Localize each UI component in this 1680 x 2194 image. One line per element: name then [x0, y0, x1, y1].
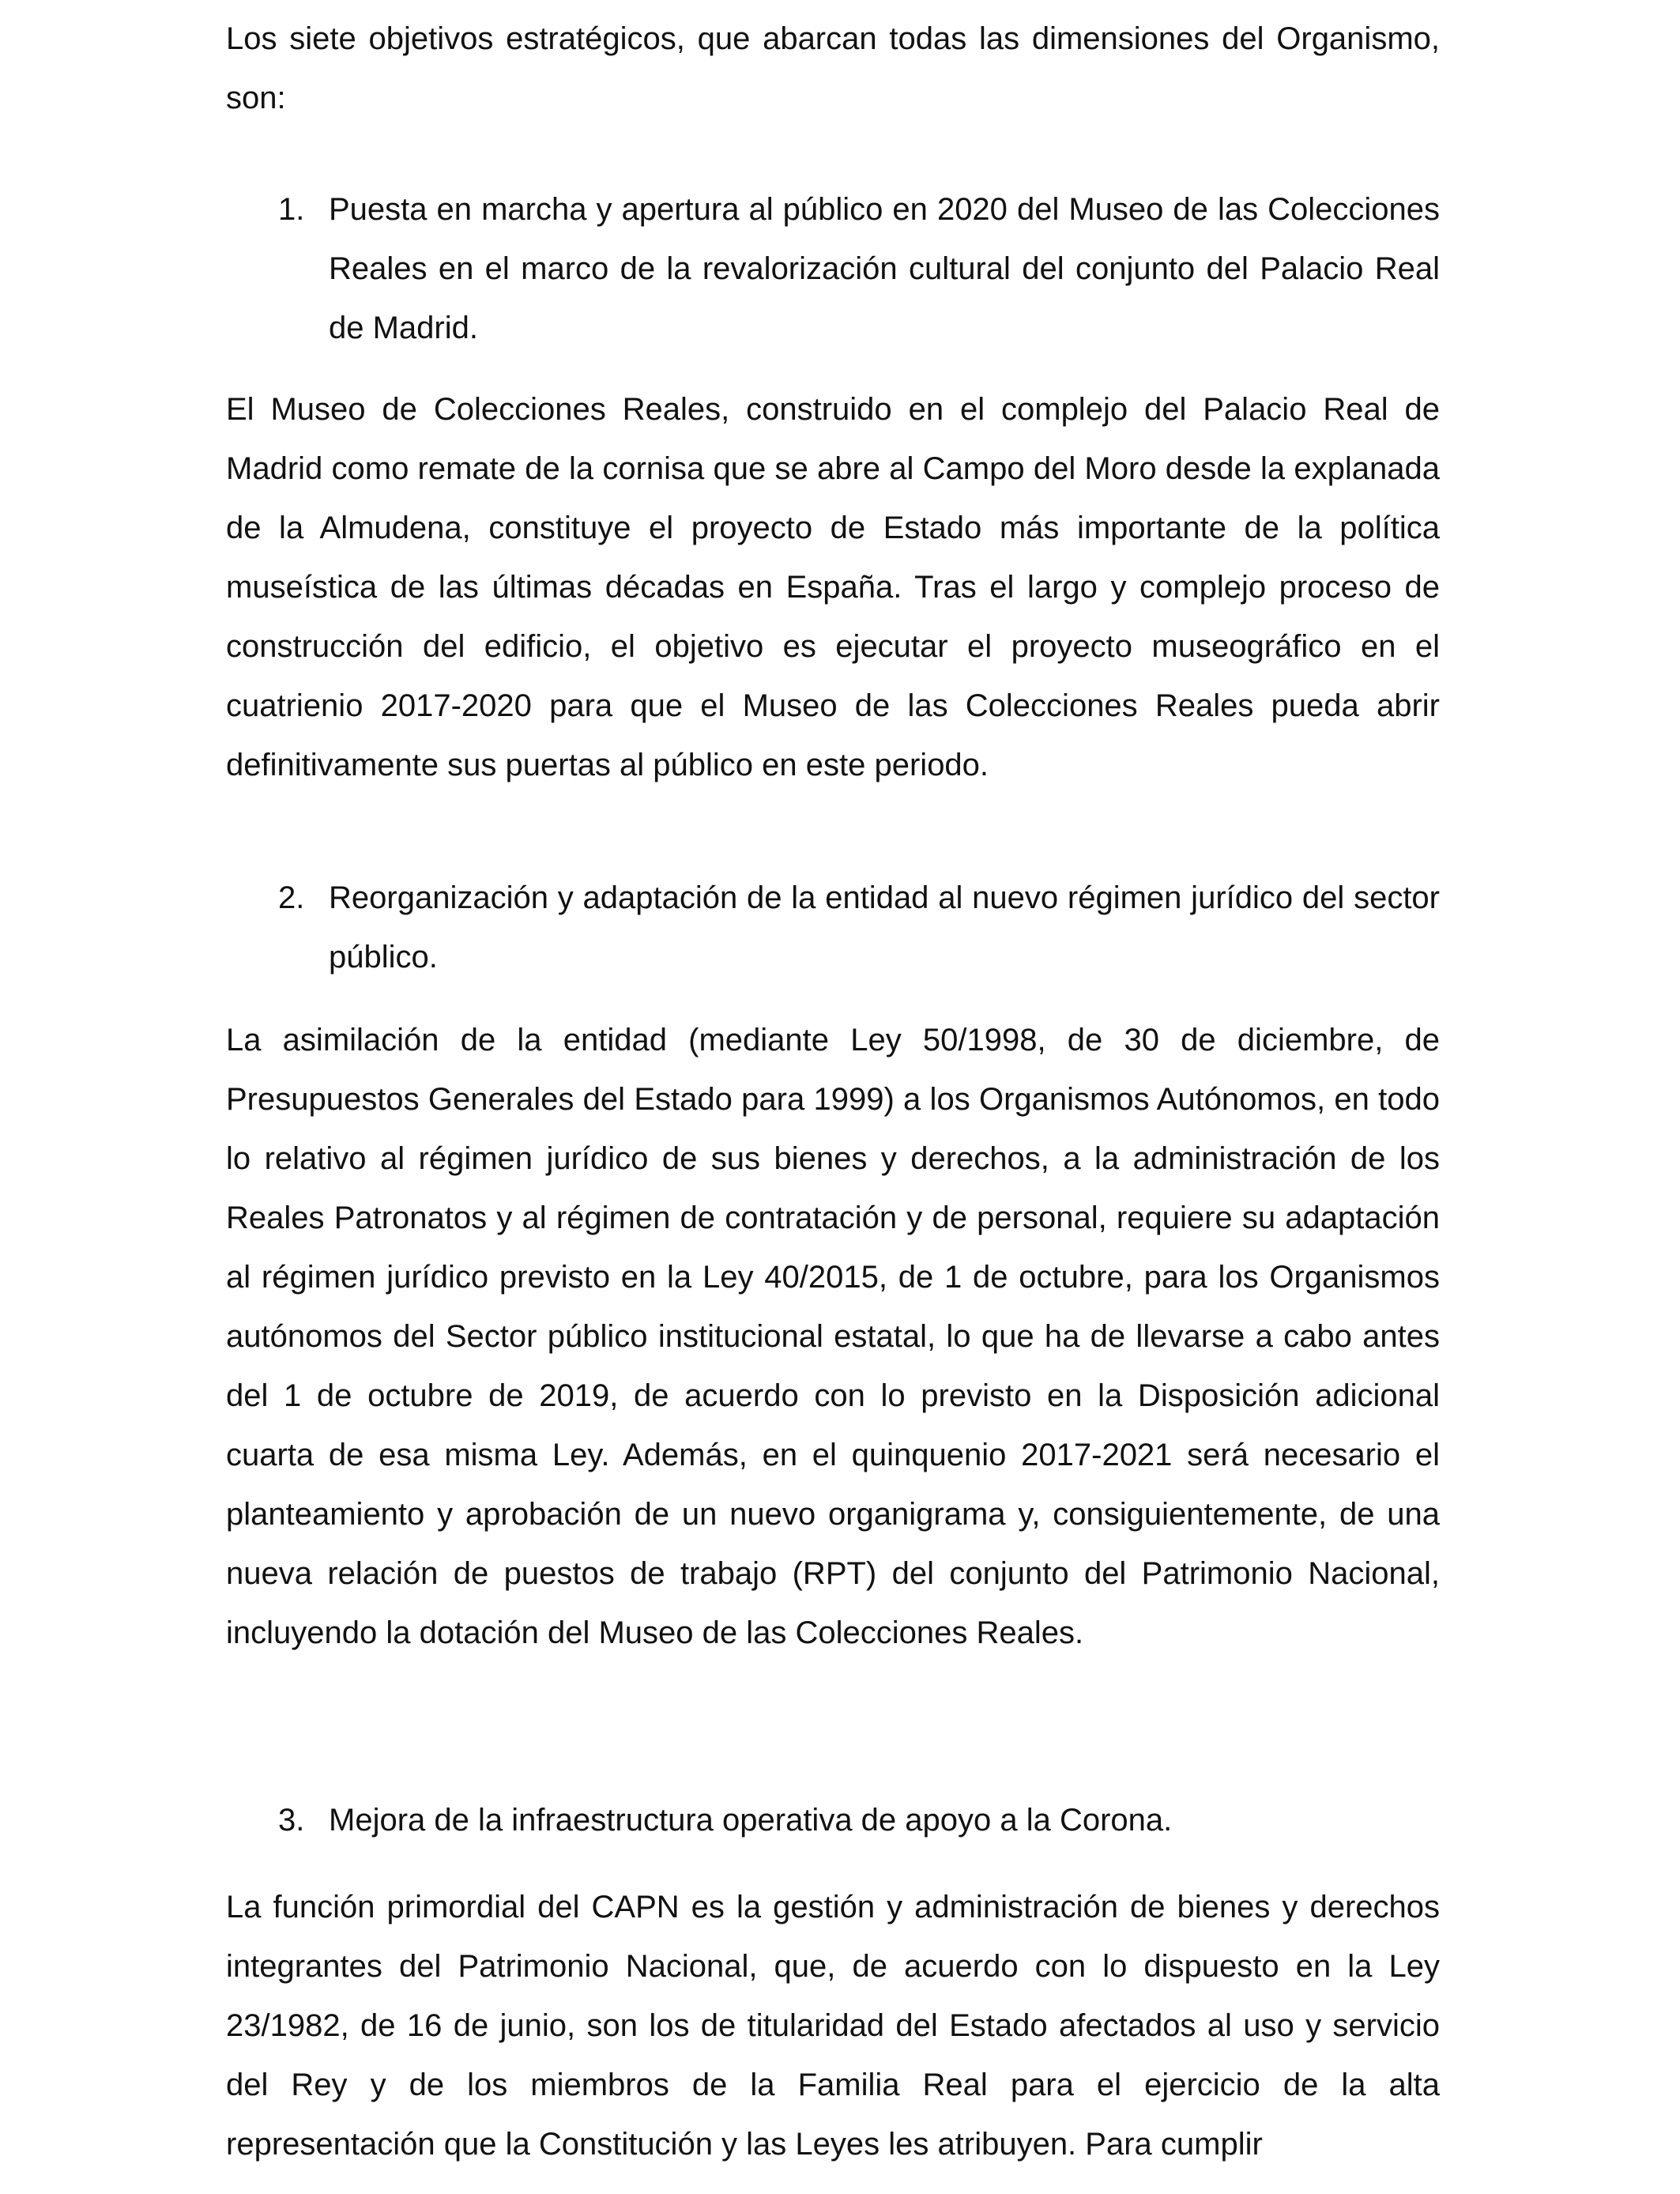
objective-1-body: El Museo de Colecciones Reales, construido en el complejo del Palacio Real de Madrid como remate de la cornisa que se abre al Campo del Moro desde la explanada de la Almudena, constituye el proyecto de Estado más importante de la política museística de las últimas décadas en España. Tras el largo y complejo proceso de construcción del edificio, el objetivo es ejecutar el proyecto museográfico en el cuatrienio 2017-2020 para que el Museo de las Colecciones Reales pueda abrir definitivamente sus puertas al público en este periodo. [226, 392, 1440, 782]
objective-1-title: Puesta en marcha y apertura al público en 2020 del Museo de las Colecciones Reales en el marco de la revalorización cultural del conjunto del Palacio Real de Madrid. [329, 192, 1440, 345]
objective-2-title: Reorganización y adaptación de la entidad al nuevo régimen jurídico del sector público. [329, 880, 1440, 974]
objective-3-title: Mejora de la infraestructura operativa de apoyo a la Corona. [329, 1803, 1173, 1838]
objective-1 [226, 180, 1440, 358]
objective-1-number: 1. [278, 192, 305, 227]
objective-3 [226, 1791, 1440, 1850]
objective-2 [226, 869, 1440, 987]
objective-2-number: 2. [278, 880, 305, 915]
objective-3-number: 3. [278, 1803, 305, 1838]
objective-3-body: La función primordial del CAPN es la gestión y administración de bienes y derechos integrantes del Patrimonio Nacional, que, de acuerdo con lo dispuesto en la Ley 23/1982, de 16 de junio, son los de titularidad del Estado afectados al uso y servicio del Rey y de los miembros de la Familia Real para el ejercicio de la alta representación que la Constitución y las Leyes les atribuyen. Para cumplir [226, 1890, 1440, 2162]
intro-paragraph: Los siete objetivos estratégicos, que abarcan todas las dimensiones del Organismo, son: [226, 21, 1440, 115]
objective-2-body: La asimilación de la entidad (mediante Ley 50/1998, de 30 de diciembre, de Presupuestos Generales del Estado para 1999) a los Organismos Autónomos, en todo lo relativo al régimen jurídico de sus bienes y derechos, a la administración de los Reales Patronatos y al régimen de contratación y de personal, requiere su adaptación al régimen jurídico previsto en la Ley 40/2015, de 1 de octubre, para los Organismos autónomos del Sector público institucional estatal, lo que ha de llevarse a cabo antes del 1 de octubre de 2019, de acuerdo con lo previsto en la Disposición adicional cuarta de esa misma Ley. Además, en el quinquenio 2017-2021 será necesario el planteamiento y aprobación de un nuevo organigrama y, consiguientemente, de una nueva relación de puestos de trabajo (RPT) del conjunto del Patrimonio Nacional, incluyendo la dotación del Museo de las Colecciones Reales. [226, 1023, 1440, 1650]
